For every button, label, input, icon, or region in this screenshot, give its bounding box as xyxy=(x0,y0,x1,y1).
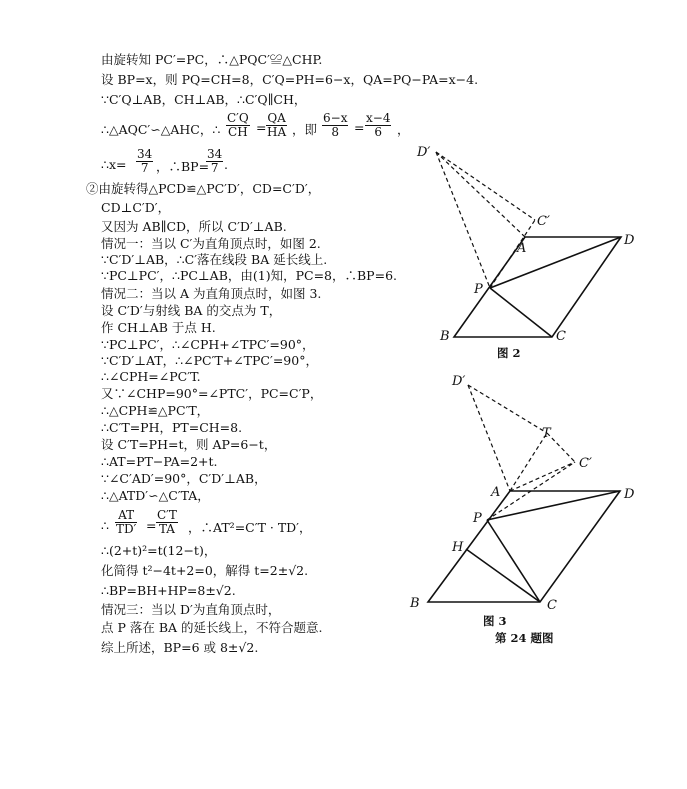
solution-line: ∵C′D′⊥AT，∴∠PC′T+∠TPC′=90°， xyxy=(101,353,318,368)
fraction-denominator: 6 xyxy=(374,125,383,139)
segment-hc xyxy=(466,549,540,602)
segment-pc xyxy=(490,288,552,337)
dashed-t-cprime xyxy=(547,433,575,462)
label-c: C xyxy=(547,598,557,613)
fraction-numerator: x−4 xyxy=(366,111,391,125)
solution-line: 情况三：当以 D′为直角顶点时， xyxy=(101,602,281,617)
solution-line: ∴△CPH≌△PC′T， xyxy=(101,403,210,418)
equals-sign: = xyxy=(256,120,267,135)
equals-sign: = xyxy=(146,518,157,533)
solution-line: 情况一：当以 C′为直角顶点时，如图 2. xyxy=(101,236,321,251)
solution-line: 点 P 落在 BA 的延长线上，不符合题意. xyxy=(101,620,323,635)
fraction-numerator: QA xyxy=(267,111,286,125)
fraction-denominator: HA xyxy=(267,125,287,139)
fraction-denominator: 7 xyxy=(140,161,149,175)
figure-2-labels xyxy=(416,145,635,360)
label-t: T xyxy=(542,426,551,441)
fraction-denominator: TA xyxy=(158,522,175,536)
figure-2 xyxy=(436,152,621,337)
solution-line: ∴(2+t)²=t(12−t)， xyxy=(101,543,217,558)
solution-line: ∴AT=PT−PA=2+t. xyxy=(101,454,218,469)
similar-suffix: ， xyxy=(397,122,410,137)
ratio-prefix: ∴ xyxy=(101,518,109,533)
fraction-numerator: 6−x xyxy=(323,111,348,125)
segment-pc xyxy=(487,520,540,602)
figure-3-labels xyxy=(409,374,635,645)
solution-line: 又∵∠CHP=90°=∠PTC′，PC=C′P， xyxy=(101,386,323,401)
solution-line: ∵C′D′⊥AB，∴C′落在线段 BA 延长线上. xyxy=(101,252,328,267)
label-d: D xyxy=(624,487,635,502)
label-a: A xyxy=(491,485,501,500)
solution-line: CD⊥C′D′， xyxy=(101,200,171,215)
solution-line-1: 由旋转知 PC′=PC，∴△PQC′≌△CHP. xyxy=(101,52,323,67)
solution-line: ∵PC⊥PC′，∴∠CPH+∠TPC′=90°， xyxy=(101,337,315,352)
fraction-denominator: CH xyxy=(228,125,248,139)
label-a: A xyxy=(517,241,527,256)
label-h: H xyxy=(452,540,464,555)
figure-3 xyxy=(428,385,620,602)
dashed-dprime-a xyxy=(436,152,525,237)
solution-line: 情况二：当以 A 为直角顶点时，如图 3. xyxy=(101,286,322,301)
fraction-denominator: 8 xyxy=(331,125,340,139)
label-b: B xyxy=(440,329,450,344)
dashed-dprime-a xyxy=(468,385,510,491)
solution-line: 综上所述，BP=6 或 8±√2. xyxy=(101,640,259,655)
solution-line: ∴C′T=PH，PT=CH=8. xyxy=(101,420,243,435)
solution-line-part2: ②由旋转得△PCD≌△PC′D′，CD=C′D′， xyxy=(86,181,321,196)
dashed-a-t xyxy=(510,433,547,491)
solution-line: 又因为 AB∥CD，所以 C′D′⊥AB. xyxy=(101,219,287,234)
fraction-numerator: 34 xyxy=(207,147,223,161)
solution-line: ∵∠C′AD′=90°，C′D′⊥AB， xyxy=(101,471,267,486)
solution-line: 设 C′D′与射线 BA 的交点为 T， xyxy=(101,303,282,318)
label-cprime: C′ xyxy=(579,456,592,471)
solution-line: 化简得 t²−4t+2=0，解得 t=2±√2. xyxy=(101,563,309,578)
equals-sign: = xyxy=(354,120,365,135)
solution-line: ∵PC⊥PC′，∴PC⊥AB，由(1)知，PC=8，∴BP=6. xyxy=(101,268,397,283)
solution-line: 设 C′T=PH=t，则 AP=6−t， xyxy=(101,437,277,452)
fraction-denominator: 7 xyxy=(210,161,219,175)
result-suffix: . xyxy=(224,157,228,172)
figure-3-subcaption: 第 24 题图 xyxy=(495,631,554,645)
segment-pd xyxy=(490,237,621,288)
result-prefix: ∴x= xyxy=(101,157,127,172)
figure-3-caption: 图 3 xyxy=(483,614,507,628)
label-cprime: C′ xyxy=(537,214,550,229)
similar-prefix: ∴△AQC′∽△AHC，∴ xyxy=(101,122,221,137)
label-b: B xyxy=(410,596,420,611)
label-d: D xyxy=(624,233,635,248)
label-dprime: D′ xyxy=(452,374,466,389)
solution-line-3: ∵C′Q⊥AB，CH⊥AB，∴C′Q∥CH， xyxy=(101,92,307,107)
figure-2-caption: 图 2 xyxy=(497,346,521,360)
fraction-denominator: TD′ xyxy=(116,522,137,536)
result-mid: ，∴BP= xyxy=(156,159,210,174)
label-p: P xyxy=(473,511,482,526)
dashed-dprime-t xyxy=(468,385,547,433)
fraction-numerator: C′T xyxy=(157,508,177,522)
fraction-numerator: C′Q xyxy=(227,111,249,125)
label-dprime: D′ xyxy=(417,145,431,160)
ratio-suffix: ，∴AT²=C′T · TD′， xyxy=(188,520,312,535)
solution-line: ∴∠CPH=∠PC′T. xyxy=(101,369,201,384)
dashed-dprime-p xyxy=(436,152,490,288)
solution-line-2: 设 BP=x，则 PQ=CH=8，C′Q=PH=6−x，QA=PQ−PA=x−4. xyxy=(101,72,479,87)
solution-line: ∴BP=BH+HP=8±√2. xyxy=(101,583,236,598)
similar-mid: ，即 xyxy=(292,122,318,137)
dashed-dprime-cprime xyxy=(436,152,535,220)
solution-line: 作 CH⊥AB 于点 H. xyxy=(101,320,216,335)
label-p: P xyxy=(474,282,483,297)
fraction-numerator: 34 xyxy=(137,147,153,161)
fraction-numerator: AT xyxy=(115,509,137,523)
label-c: C xyxy=(556,329,566,344)
solution-line: ∴△ATD′∽△C′TA， xyxy=(101,488,210,503)
